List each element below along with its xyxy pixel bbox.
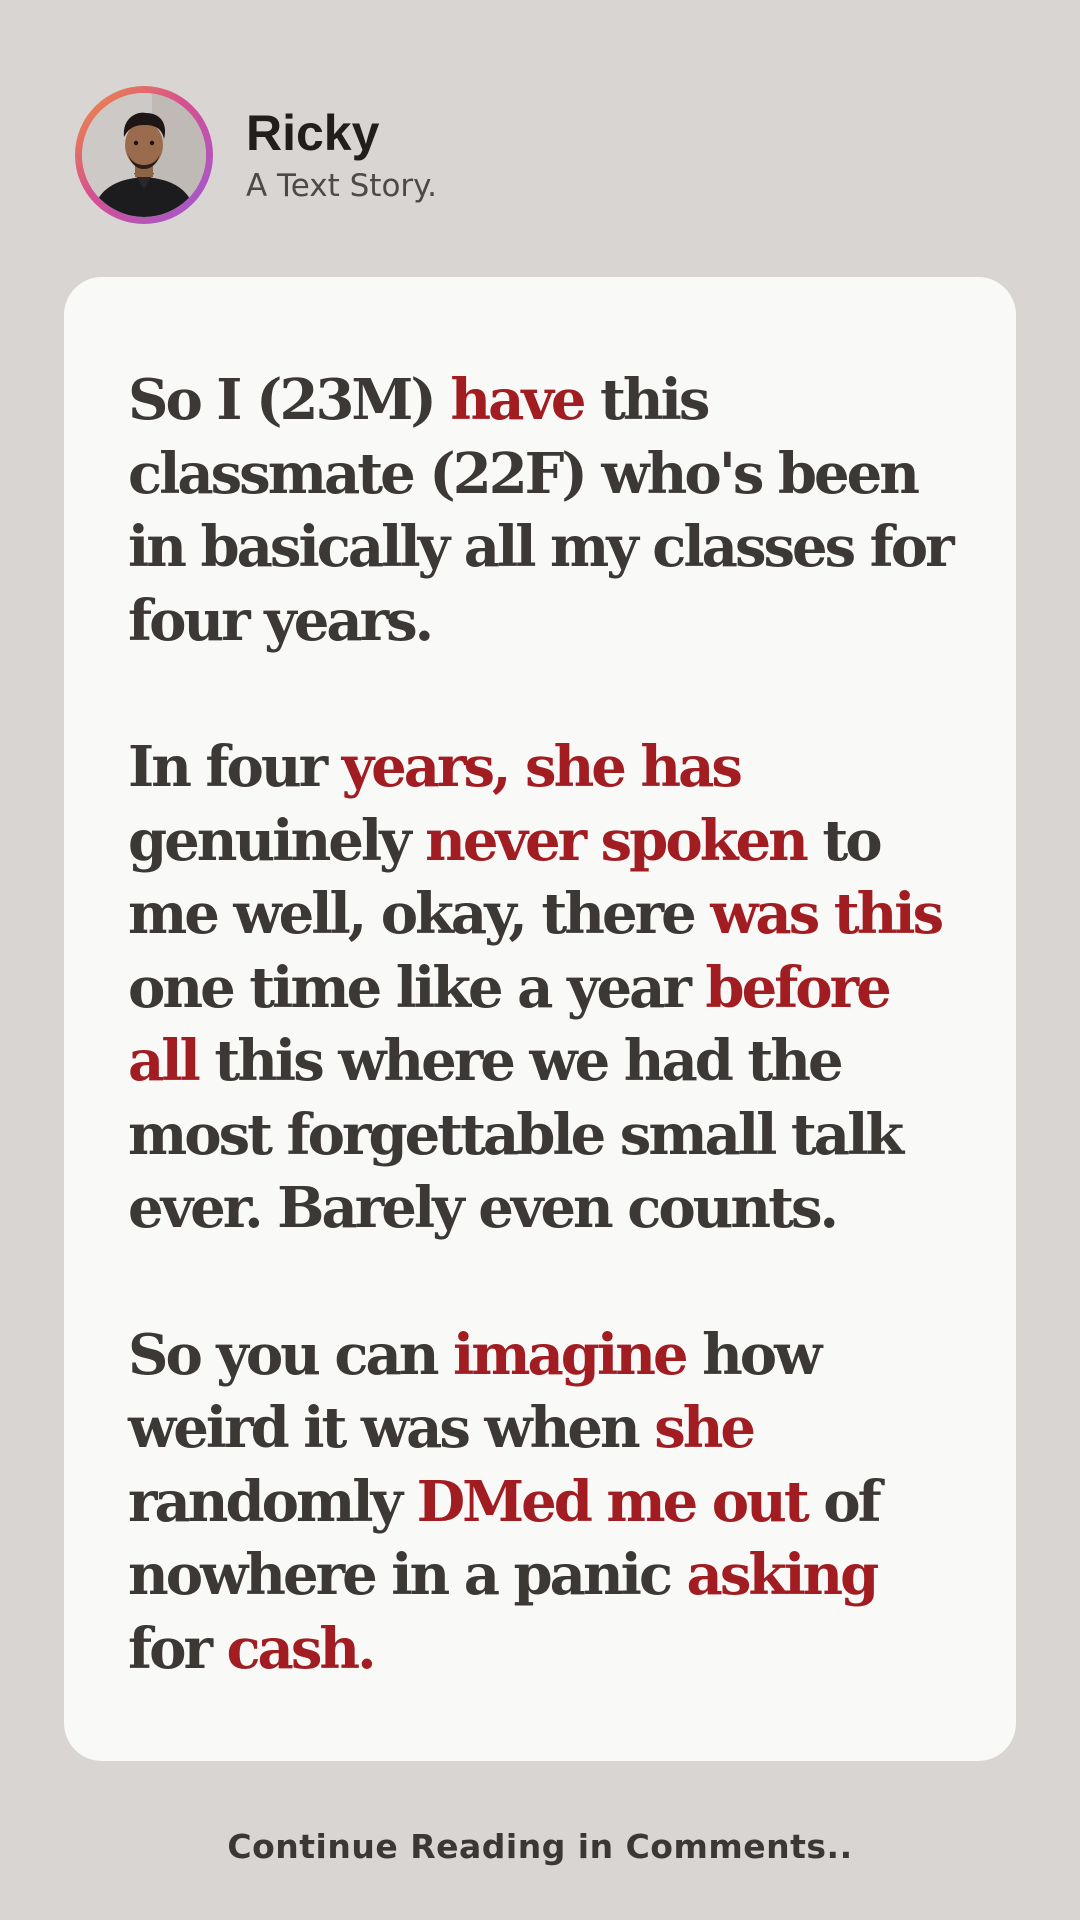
highlighted-phrase: DMed me out — [416, 1468, 807, 1535]
highlighted-phrase: imagine — [452, 1321, 686, 1388]
profile-photo-icon — [82, 93, 206, 217]
story-phrase: this where we had the most forgettable small talk ever. Barely even counts. — [128, 1028, 902, 1241]
highlighted-phrase: never spoken — [425, 807, 806, 874]
author-info — [246, 105, 437, 205]
story-phrase: one time like a year — [128, 954, 706, 1021]
avatar[interactable] — [75, 86, 213, 224]
highlighted-phrase: before all — [128, 954, 889, 1094]
highlighted-phrase: cash. — [226, 1615, 374, 1682]
story-phrase: this classmate (22F) who's been in basically all my classes for four years. — [128, 367, 952, 654]
story-phrase: for — [128, 1615, 227, 1682]
highlighted-phrase: she — [654, 1395, 754, 1461]
story-text — [128, 364, 958, 1759]
story-phrase: In four — [128, 734, 342, 800]
highlighted-phrase: have — [450, 367, 584, 433]
story-phrase: genuinely — [128, 807, 426, 874]
story-phrase: randomly — [128, 1468, 417, 1535]
author-subtitle: A Text Story. — [246, 168, 437, 204]
story-phrase: So I (23M) — [128, 367, 451, 433]
story-paragraph — [128, 731, 958, 1246]
story-phrase: to me well, okay, there — [128, 807, 880, 947]
story-phrase: So you can — [128, 1321, 453, 1388]
highlighted-phrase: years, she has — [341, 734, 740, 800]
highlighted-phrase: asking — [686, 1542, 877, 1608]
author-name[interactable]: Ricky — [246, 105, 380, 161]
story-header — [75, 86, 437, 224]
story-paragraph — [128, 1319, 958, 1687]
highlighted-phrase: was this — [710, 881, 942, 947]
story-paragraph — [128, 364, 958, 658]
story-phrase: how weird it was when — [128, 1321, 820, 1461]
story-phrase: of nowhere in a panic — [128, 1468, 879, 1608]
continue-reading-label: Continue Reading in Comments.. — [227, 1827, 853, 1866]
